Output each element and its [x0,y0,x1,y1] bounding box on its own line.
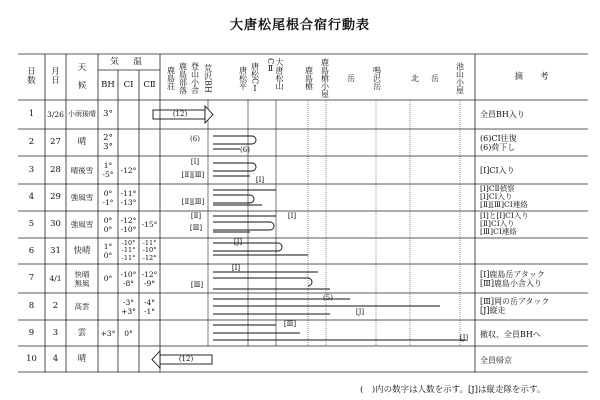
row6-day: 6 [28,245,35,256]
header-remarks: 摘 考 [514,71,549,82]
row5-temp-bh: 0° 0° [103,215,113,234]
row2-date: 27 [50,137,61,147]
station-kashimayari-goya: 鹿島槍小屋 [320,58,330,98]
row8-remarks: [Ⅲ]岡の岳アタック [J]縦走 [480,297,550,315]
row10-remarks: 全員帰京 [480,356,512,365]
row6-arrow-label-a: [J] [233,238,243,246]
row5-temp-c2: -15° [141,220,158,229]
row10-date: 4 [52,353,59,364]
row3-remarks: [Ⅰ]CⅠ入り [480,166,515,175]
row5-day: 5 [28,219,35,229]
row1-arrow-label: (12) [172,110,188,118]
row10-weather: 晴 [77,353,87,364]
row5-arrow-label-b: [Ⅲ] [189,224,203,232]
row1-temp-bh: 3° [103,109,113,119]
row3-temp-bh: 1° -5° [102,161,114,179]
header-temp-c2: CⅡ [143,79,156,90]
row1-weather: 小雨後晴 [68,110,96,118]
row9-temp-bh: +3° [100,328,116,338]
header-weather: 天 候 [77,62,87,91]
row1-date: 3/26 [47,110,64,119]
station-tozan-goya: 登山小舎 [190,62,200,94]
row2-weather: 晴 [77,137,87,147]
row8-arrow-label-a: [J] [355,308,365,316]
row5-remarks: [Ⅰ]と[Ⅰ]CⅠ入り [Ⅱ]CⅠ入り [Ⅲ]CⅠ連絡 [480,211,529,236]
row4-day: 4 [28,192,35,202]
row3-date: 28 [50,164,61,175]
row9-day: 9 [28,327,35,338]
header-date: 月 日 [51,67,60,86]
row2-remarks: (6)CⅠ往復 (6)荷下し [480,134,517,152]
row7-weather: 快晴 無風 [74,269,90,288]
row5-weather: 強風雪 [70,220,94,229]
row9-date: 3 [52,327,59,338]
row7-arrow-label-a: [Ⅰ] [231,264,241,272]
header-temp-c1: CⅠ [123,79,134,90]
row2-temp-bh: 2° 3° [103,132,113,152]
row6-temp-c2: -11° -10° -12° [142,238,157,262]
row9-temp-c1: 0° [124,328,133,338]
row10-day: 10 [26,353,37,364]
row8-arrow-label-b: (5) [323,294,333,302]
row7-temp-c1: -10° -8° [120,269,137,288]
row9-arrow-label-b: [J] [459,334,469,342]
row4-temp-bh: 0° -1° [102,188,114,207]
row2-arrow-label-b: (6) [240,146,250,154]
row10-arrow-label: (12) [178,355,194,363]
station-karamatsu-taira: 唐松平 [238,66,248,90]
station-kashima-so: 鹿島荘 [166,66,176,90]
row6-temp-bh: 1° 0° [103,242,113,260]
row7-temp-bh: 0° [103,274,113,283]
header-temp-bh: BH [101,79,115,90]
row9-arrow-label-a: [Ⅲ] [283,320,297,328]
row8-day: 8 [28,301,35,311]
row3-arrow-label-b: [Ⅱ][Ⅲ] [181,171,205,179]
row1-day: 1 [28,109,35,119]
row3-day: 3 [28,164,35,175]
row9-remarks: 撤収、全員BHへ [480,330,541,339]
row7-date: 4/1 [49,274,62,283]
station-karamatsu-c1: 唐松CⅠ [250,62,260,94]
station-kashima-buraku: 鹿島部落 [178,62,188,94]
row6-temp-c1: -10° -11° -11° [121,238,136,262]
station-narusawa: 鳴沢岳 [372,66,382,90]
footnote: ( )内の数字は人数を示す。[J]は縦走隊を示す。 [360,385,546,395]
row8-weather: 高雲 [74,302,90,311]
row7-remarks: [Ⅰ]鹿島岳アタック [Ⅲ]鹿島小舎入り [480,270,545,288]
row3-arrow-label-a: [Ⅰ] [190,158,200,166]
header-temperature: 気 温 [110,56,148,67]
station-odaikaramatsu-c2: 大唐松山CⅡ [266,58,284,90]
row7-temp-c2: -12° -9° [141,269,158,288]
table-title: 大唐松尾根合宿行動表 [229,18,370,33]
station-dake-2: 岳 [430,74,440,82]
row9-weather: 雲 [77,327,87,338]
station-kashimayari: 鹿島槍 [304,66,314,90]
row3-weather: 晴後雪 [70,165,94,175]
header-day: 日 数 [27,67,36,86]
row2-day: 2 [28,137,35,147]
row7-day: 7 [28,273,35,283]
row8-temp-c2: -4° -1° [143,297,156,316]
station-ikeyama-goya: 池山小屋 [455,62,465,94]
row8-date: 2 [52,301,59,311]
row4-remarks: [Ⅰ]CⅡ偵察 [Ⅰ]CⅠ入り [Ⅱ][Ⅲ]CⅠ連絡 [480,184,528,209]
row7-arrow-label-b: [Ⅲ] [190,281,204,289]
row3-temp-c1: -12° [120,165,137,175]
row1-remarks: 全員BH入り [480,110,525,119]
row2-arrow-label-a: (6) [190,135,200,143]
row6-date: 31 [50,245,61,256]
row5-arrow-label-c: [Ⅰ] [287,212,297,220]
row5-arrow-label-a: [Ⅱ] [190,212,202,220]
row5-date: 30 [50,219,61,229]
station-kita: 北 [410,74,420,82]
row8-temp-c1: -3° +3° [121,297,136,316]
row4-arrow-label-a: [Ⅰ] [255,176,265,184]
row4-date: 29 [50,192,61,202]
row6-weather: 快晴 [73,245,91,256]
station-arasawa-bh: 荒沢BH [203,63,213,93]
row4-weather: 強風雪 [70,193,94,202]
row4-temp-c1: -11° -13° [120,188,137,207]
row4-arrow-label-b: [Ⅱ][Ⅲ] [181,198,205,206]
station-dake-1: 岳 [346,74,356,82]
row5-temp-c1: -12° -10° [120,215,137,234]
